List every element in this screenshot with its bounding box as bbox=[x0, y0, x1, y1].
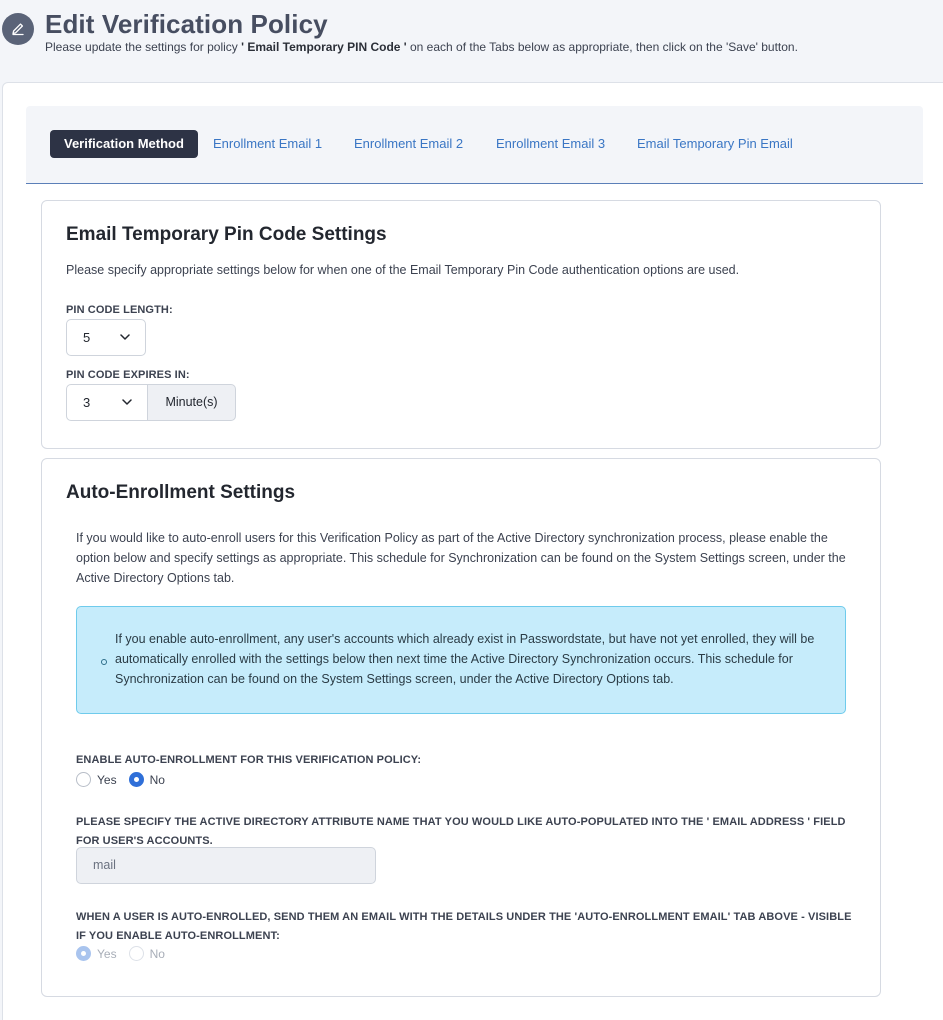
pin-expires-value: 3 bbox=[83, 395, 91, 410]
pin-expires-select[interactable] bbox=[66, 384, 148, 421]
enable-no-radio[interactable] bbox=[129, 772, 144, 787]
chevron-down-icon bbox=[121, 396, 133, 408]
enable-auto-enrollment-label: ENABLE AUTO-ENROLLMENT FOR THIS VERIFICATION POLICY: bbox=[76, 754, 422, 766]
pin-length-label: PIN CODE LENGTH: bbox=[66, 304, 173, 316]
tab-verification-method[interactable]: Verification Method bbox=[50, 130, 198, 158]
pin-length-select[interactable] bbox=[66, 319, 146, 356]
subtitle-policy-name: ' Email Temporary PIN Code ' bbox=[241, 40, 407, 54]
bullet-icon bbox=[101, 659, 107, 665]
subtitle-text-pre: Please update the settings for policy bbox=[45, 40, 242, 54]
enable-yes-label[interactable]: Yes bbox=[97, 772, 117, 787]
page-header bbox=[0, 0, 943, 82]
ad-attribute-input[interactable]: mail bbox=[76, 847, 376, 884]
send-yes-radio[interactable] bbox=[76, 946, 91, 961]
info-alert-text: If you enable auto-enrollment, any user's accounts which already exist in Passwordstate, but have not yet enrolled, they will be automatically enrolled with the settings below then next time the Active Directory Synchronization occurs. This schedule for Synchronization can be found on the System Settings screen, under the Active Directory Options tab. bbox=[115, 632, 815, 686]
pin-length-value: 5 bbox=[83, 330, 91, 345]
enable-yes-radio[interactable] bbox=[76, 772, 91, 787]
send-no-label[interactable]: No bbox=[149, 946, 165, 961]
send-email-label: WHEN A USER IS AUTO-ENROLLED, SEND THEM AN EMAIL WITH THE DETAILS UNDER THE 'AUTO-ENROLLMENT EMAIL' TAB ABOVE - VISIBLE IF YOU ENABLE AUTO-ENROLLMENT: bbox=[76, 911, 852, 942]
chevron-down-icon bbox=[119, 331, 131, 343]
auto-enrollment-title: Auto-Enrollment Settings bbox=[66, 482, 296, 503]
tab-email-temporary-pin-email[interactable]: Email Temporary Pin Email bbox=[637, 136, 793, 151]
tab-enrollment-email-3[interactable]: Enrollment Email 3 bbox=[496, 136, 606, 151]
info-alert bbox=[76, 606, 846, 714]
tab-bar bbox=[26, 106, 923, 184]
pin-settings-title: Email Temporary Pin Code Settings bbox=[66, 224, 387, 245]
pencil-icon bbox=[2, 13, 34, 45]
ad-attribute-label: PLEASE SPECIFY THE ACTIVE DIRECTORY ATTRIBUTE NAME THAT YOU WOULD LIKE AUTO-POPULATED INTO THE ' EMAIL ADDRESS ' FIELD FOR USER'S ACCOUNTS. bbox=[76, 816, 846, 847]
subtitle-text-post: on each of the Tabs below as appropriate, then click on the 'Save' button. bbox=[406, 40, 798, 54]
pin-expires-label: PIN CODE EXPIRES IN: bbox=[66, 369, 190, 381]
send-no-radio[interactable] bbox=[129, 946, 144, 961]
pin-expires-unit: Minute(s) bbox=[148, 384, 236, 421]
send-email-radio-group bbox=[76, 946, 177, 961]
tab-enrollment-email-1[interactable]: Enrollment Email 1 bbox=[213, 136, 323, 151]
auto-enrollment-description: If you would like to auto-enroll users for this Verification Policy as part of the Active Directory synchronization process, please enable the option below and specify settings as appropriate. This schedule for Synchronization can be found on the System Settings screen, under the Active Directory Options tab. bbox=[76, 531, 846, 585]
enable-no-label[interactable]: No bbox=[149, 772, 165, 787]
page-subtitle bbox=[45, 40, 798, 54]
send-yes-label[interactable]: Yes bbox=[97, 946, 117, 961]
tab-enrollment-email-2[interactable]: Enrollment Email 2 bbox=[354, 136, 464, 151]
enable-auto-enrollment-radio-group bbox=[76, 772, 177, 787]
page-title: Edit Verification Policy bbox=[45, 9, 328, 39]
pin-settings-description: Please specify appropriate settings below for when one of the Email Temporary Pin Code authentication options are used. bbox=[66, 263, 740, 277]
